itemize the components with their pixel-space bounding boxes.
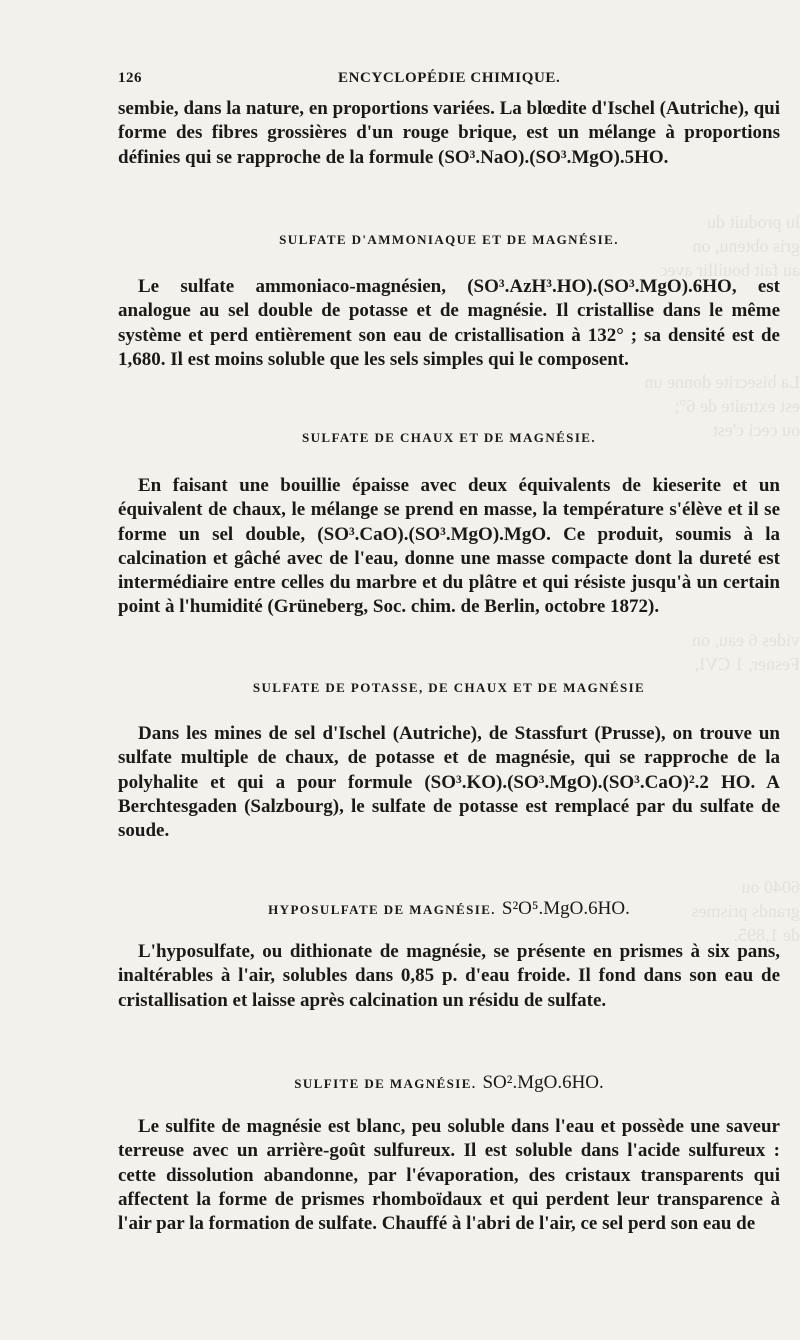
heading-text: SULFATE DE CHAUX ET DE MAGNÉSIE.: [301, 430, 596, 445]
paragraph: [118, 275, 780, 372]
page-header: [118, 70, 780, 94]
paragraph-text: Dans les mines de sel d'Ischel (Autriche), de Stassfurt (Prusse), on trouve un sulfate multiple de chaux, de potasse et de magnésie, qui se rapproche de la polyhalite et qui a pour formule (SO³.KO).(SO³.MgO).(SO³.CaO)².2 HO. A Berchtesgaden (Salzbourg), le sulfate de potasse est remplacé par du sulfate de soude.: [118, 723, 780, 842]
heading-formula: SO².MgO.6HO.: [482, 1072, 604, 1093]
section-heading: [118, 232, 780, 248]
paragraph-text: En faisant une bouillie épaisse avec deux équivalents de kieserite et un équivalent de chaux, le mélange se prend en masse, la température s'élève et il se forme un sel double, (SO³.CaO).(SO³.MgO).MgO. Ce produit, soumis à la calcination et gâché avec de l'eau, donne une masse compacte dont la dureté est intermédiaire entre celles du marbre et du plâtre et qui résiste jusqu'à un certain point à l'humidité (Grüneberg, Soc. chim. de Berlin, octobre 1872).: [118, 475, 780, 618]
running-head: ENCYCLOPÉDIE CHIMIQUE.: [338, 70, 561, 86]
section-heading: [118, 680, 780, 696]
show-through-texture-3: vides 6 eau, on Fesner, 1 CVI,: [692, 630, 800, 674]
heading-text: HYPOSULFATE DE MAGNÉSIE.: [268, 902, 496, 917]
show-through-texture-2: La bisecrite donne un est extraite de 6°; ou ceci c'est: [644, 372, 800, 440]
paragraph-text: Le sulfite de magnésie est blanc, peu soluble dans l'eau et possède une saveur terreuse avec un arrière-goût sulfureux. Il est soluble dans l'acide sulfureux : cette dissolution abandonne, par l'évaporation, des cristaux transparents qui affectent la forme de prismes rhomboïdaux et qui perdent leur transparence à l'air par la formation de sulfate. Chauffé à l'abri de l'air, ce sel perd son eau de: [118, 1116, 780, 1235]
paragraph: [118, 940, 780, 1013]
paragraph: [118, 1115, 780, 1236]
heading-text: SULFATE DE POTASSE, DE CHAUX ET DE MAGNÉSIE: [252, 680, 646, 695]
paragraph: sembie, dans la nature, en proportions variées. La blœdite d'Ischel (Autriche), qui forme des fibres grossières d'un rouge brique, est un mélange à proportions définies qui se rapproche de la formule (SO³.NaO).(SO³.MgO).5HO.: [118, 98, 780, 168]
paragraph-text: Le sulfate ammoniaco-magnésien, (SO³.AzH³.HO).(SO³.MgO).6HO, est analogue au sel double de potasse et de magnésie. Il cristallise dans le même système et perd entièrement son eau de cristallisation à 132° ; sa densité est de 1,680. Il est moins soluble que les sels simples qui le composent.: [118, 276, 780, 370]
show-through-texture-4: 6040 ou grands prismes de 1,895.: [691, 877, 800, 945]
section-heading: [118, 430, 780, 446]
section-heading: [118, 898, 780, 920]
heading-text: SULFITE DE MAGNÉSIE.: [294, 1076, 477, 1091]
paragraph-text: L'hyposulfate, ou dithionate de magnésie, se présente en prismes à six pans, inaltérables à l'air, solubles dans 0,85 p. d'eau froide. Il fond dans son eau de cristallisation et laisse après calcination un résidu de sulfate.: [118, 941, 780, 1011]
section-intro: [118, 97, 780, 170]
heading-text: SULFATE D'AMMONIAQUE ET DE MAGNÉSIE.: [279, 232, 619, 247]
section-calcium-magnesium-sulfate: [118, 474, 780, 620]
section-hyposulfate: [118, 940, 780, 1013]
section-sulfite: [118, 1115, 780, 1236]
section-heading: [118, 1072, 780, 1094]
page-number: 126: [118, 70, 142, 86]
section-ammonium-magnesium-sulfate: [118, 275, 780, 372]
paragraph: [118, 722, 780, 843]
section-polyhalite: [118, 722, 780, 843]
paragraph: [118, 474, 780, 620]
show-through-texture: lu produit du gris obtenu, on au fait bouillir avec: [659, 212, 800, 280]
heading-formula: S²O⁵.MgO.6HO.: [501, 898, 630, 919]
